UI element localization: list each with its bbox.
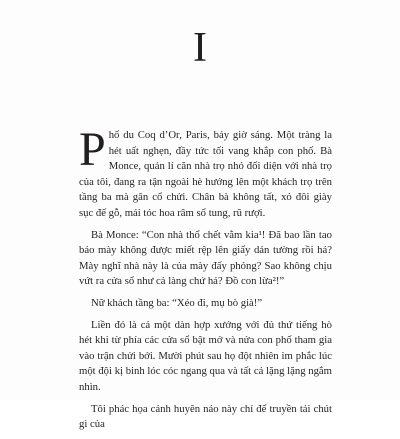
paragraph-1-text: hố du Coq d’Or, Paris, bảy giờ sáng. Một tràng la hét uất nghẹn, đầy tức tối vang khắp con phố. Bà Monce, quản lí căn nhà trọ nhỏ đối diện với nhà trọ của tôi, đang ra tận ngoài hè hướng lên một khách trọ trên tầng ba mà gân cổ chửi. Chân bà không tất, xỏ đôi giày sục đế gỗ, mái tóc hoa râm sổ tung, rũ rượi.	[79, 129, 332, 219]
chapter-number: I	[193, 25, 207, 71]
drop-cap: P	[79, 123, 106, 176]
paragraph-5: Tôi phác họa cảnh huyên náo này chỉ để truyền tải chút gì của	[79, 402, 332, 431]
paragraph-1	[79, 123, 332, 222]
paragraph-3: Nữ khách tầng ba: “Xéo đi, mụ bò già!”	[91, 296, 263, 309]
body-text	[79, 123, 332, 439]
paragraph-2: Bà Monce: “Con nhà thổ chết vằm kia¹! Đã bao lần tao bảo mày không được miết rệp lên giấy dán tường rồi hả? Mày nghĩ nhà này là của mày đấy phỏng? Sao không chịu vứt ra cửa sổ như cả làng chứ hả? Đồ con lừa²!”	[79, 228, 332, 288]
paragraph-4: Liền đó là cả một dàn hợp xướng với đủ thứ tiếng hò hét khi từ phía các cửa sổ bật mở và nửa con phố tham gia vào trận chửi bới. Mười phút sau họ đột nhiên im phắc lúc một đội kị binh lóc cóc ngang qua và tất cả lặng lặng ngắm nhìn.	[79, 318, 332, 393]
